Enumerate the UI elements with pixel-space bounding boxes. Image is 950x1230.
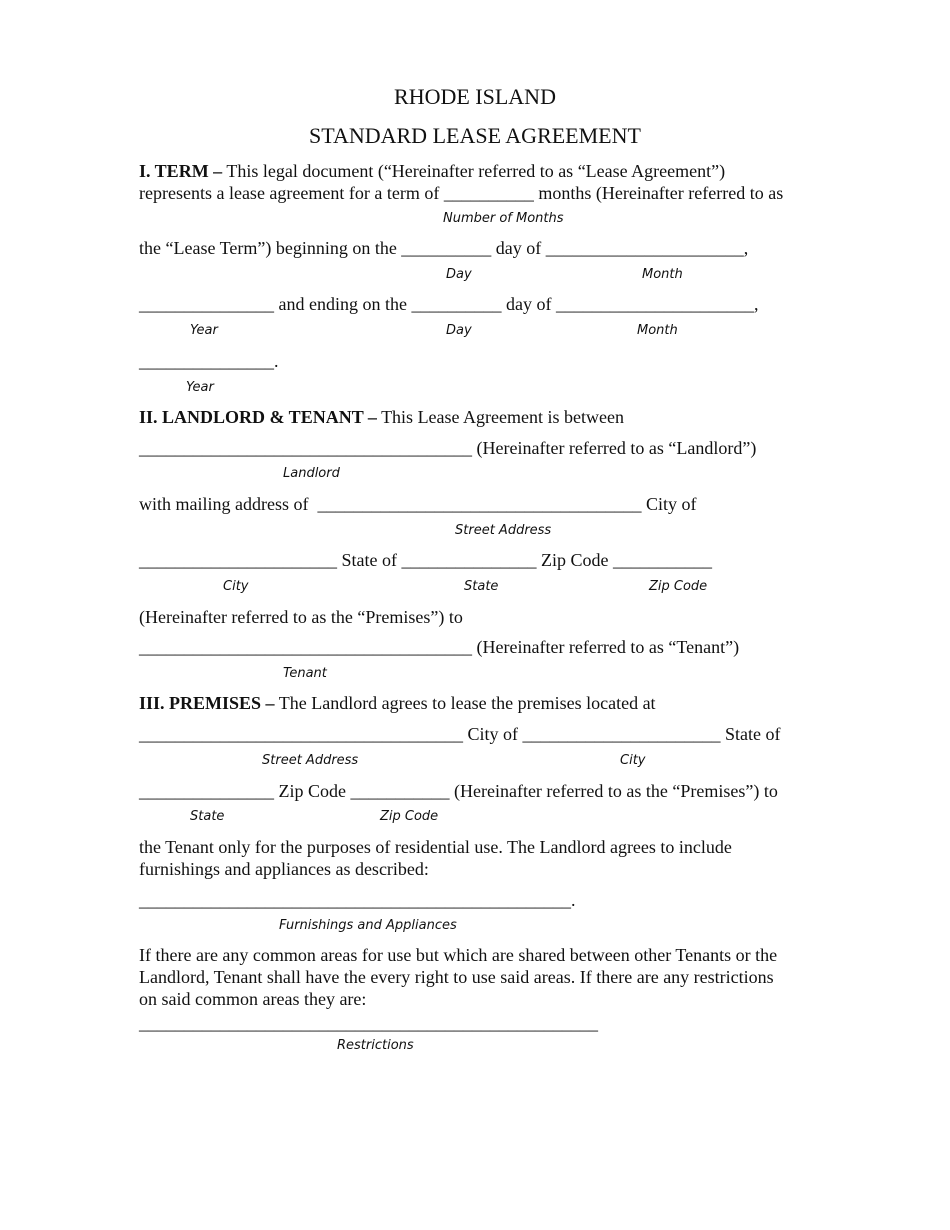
label-zip-code: Zip Code (380, 809, 439, 824)
premises-line-1: III. PREMISES – The Landlord agrees to lease the premises located at (139, 693, 656, 713)
parties-line-2: _____________________________________ (Hereinafter referred to as “Landlord”) (139, 438, 757, 458)
premises-line-3: _______________ Zip Code ___________ (Hereinafter referred to as the “Premises”) to (139, 781, 778, 801)
label-state: State (464, 579, 499, 594)
parties-heading: II. LANDLORD & TENANT – (139, 407, 377, 427)
label-street-address: Street Address (262, 753, 359, 768)
term-line-4: _______________ and ending on the __________ day of ______________________, (139, 294, 759, 314)
label-number-of-months: Number of Months (443, 211, 564, 226)
premises-line-6: ________________________________________________. (139, 890, 576, 910)
label-zip-code: Zip Code (649, 579, 708, 594)
term-line-3: the “Lease Term”) beginning on the __________ day of ______________________, (139, 238, 749, 258)
label-restrictions: Restrictions (337, 1038, 414, 1053)
parties-line-4: ______________________ State of _______________ Zip Code ___________ (139, 550, 712, 570)
label-day: Day (446, 323, 472, 338)
premises-line-2: ____________________________________ City of ______________________ State of (139, 724, 781, 744)
label-state: State (190, 809, 225, 824)
term-line-1: I. TERM – This legal document (“Hereinafter referred to as “Lease Agreement”) (139, 161, 726, 181)
label-street-address: Street Address (455, 523, 552, 538)
parties-line-5: (Hereinafter referred to as the “Premises”) to (139, 607, 463, 627)
label-city: City (223, 579, 249, 594)
premises-line-7: If there are any common areas for use but which are shared between other Tenants or the (139, 945, 778, 965)
premises-line-9: on said common areas they are: (139, 989, 367, 1009)
premises-line-10: ___________________________________________________ (139, 1013, 598, 1033)
premises-line-4: the Tenant only for the purposes of residential use. The Landlord agrees to include (139, 837, 732, 857)
label-city: City (620, 753, 646, 768)
premises-line-8: Landlord, Tenant shall have the every right to use said areas. If there are any restrictions (139, 967, 774, 987)
label-tenant: Tenant (283, 666, 327, 681)
term-line-2: represents a lease agreement for a term of __________ months (Hereinafter referred to as (139, 183, 784, 203)
parties-line-3: with mailing address of ____________________________________ City of (139, 494, 697, 514)
label-year: Year (186, 380, 214, 395)
term-line-5: _______________. (139, 351, 279, 371)
parties-line-6: _____________________________________ (Hereinafter referred to as “Tenant”) (139, 637, 740, 657)
label-year: Year (190, 323, 218, 338)
label-month: Month (642, 267, 683, 282)
parties-line-1: II. LANDLORD & TENANT – This Lease Agreement is between (139, 407, 624, 427)
document-title: STANDARD LEASE AGREEMENT (309, 123, 641, 148)
term-heading: I. TERM – (139, 161, 223, 181)
label-month: Month (637, 323, 678, 338)
label-landlord: Landlord (283, 466, 340, 481)
state-heading: RHODE ISLAND (394, 84, 556, 109)
label-furnishings-and-appliances: Furnishings and Appliances (279, 918, 457, 933)
premises-line-5: furnishings and appliances as described: (139, 859, 429, 879)
premises-heading: III. PREMISES – (139, 693, 275, 713)
label-day: Day (446, 267, 472, 282)
